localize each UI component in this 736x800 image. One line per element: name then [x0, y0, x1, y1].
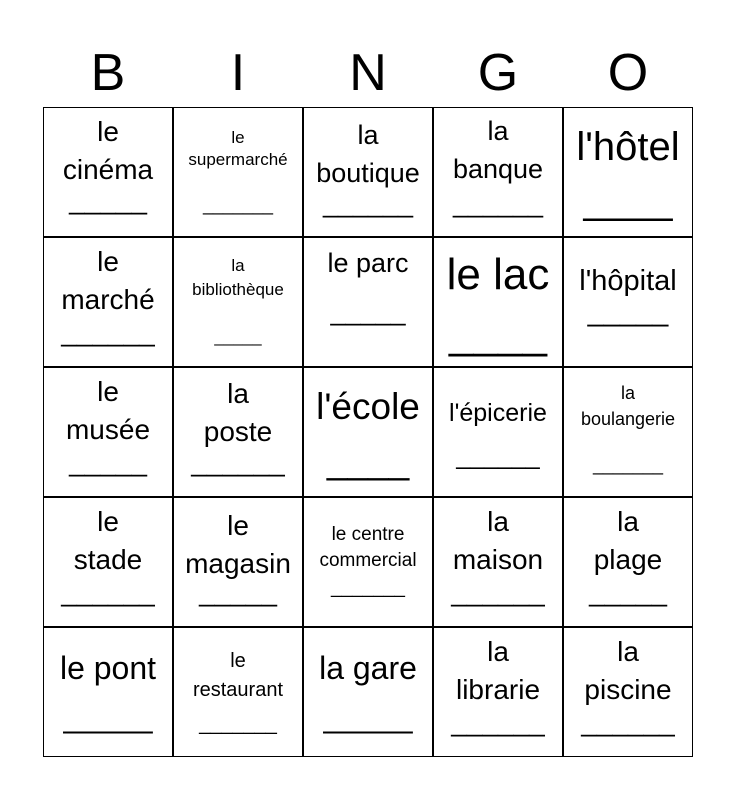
answer-blank: ______ [451, 576, 545, 607]
bingo-cell[interactable] [433, 497, 563, 627]
cell-word-line: supermarché [188, 150, 288, 169]
answer-blank: _____ [69, 184, 147, 215]
cell-word-line: la [357, 120, 379, 150]
cell-word-line: l'hôpital [579, 265, 677, 297]
answer-blank: _____ [587, 296, 669, 328]
answer-blank: _______ [331, 577, 405, 598]
bingo-cell[interactable] [173, 627, 303, 757]
cell-word-line: boulangerie [580, 409, 676, 429]
answer-blank: _______ [199, 713, 277, 735]
cell-word-line: le [230, 650, 246, 672]
cell-word-line: le [97, 246, 119, 277]
answer-blank: _____ [330, 296, 406, 326]
bingo-card [43, 107, 693, 757]
cell-word-line: cinéma [62, 154, 154, 185]
bingo-cell[interactable] [433, 627, 563, 757]
bingo-cell[interactable] [303, 107, 433, 237]
answer-blank: ______ [581, 706, 675, 737]
answer-blank: ______ [61, 316, 155, 347]
cell-word-line: maison [452, 544, 544, 575]
bingo-cell[interactable] [173, 367, 303, 497]
answer-blank: ____ [449, 309, 547, 358]
bingo-cell[interactable] [173, 237, 303, 367]
cell-word-line: magasin [185, 548, 291, 579]
cell-word-line: piscine [584, 674, 672, 705]
answer-blank: ______ [456, 442, 540, 470]
cell-word-line: restaurant [192, 679, 284, 701]
header-letter-o: O [607, 44, 649, 102]
cell-word-line: l'hôtel [576, 125, 680, 169]
cell-word-line: banque [452, 154, 544, 184]
answer-blank: _____ [214, 327, 262, 346]
bingo-cell[interactable] [173, 497, 303, 627]
bingo-cell[interactable] [173, 107, 303, 237]
cell-word-line: le [97, 116, 119, 147]
cell-word-line: le [97, 506, 119, 537]
cell-word-line: commercial [319, 550, 417, 571]
cell-word-line: la gare [319, 650, 417, 686]
answer-blank: _____ [69, 446, 147, 477]
cell-word-line: la [620, 383, 635, 403]
answer-blank: ______ [322, 188, 414, 218]
answer-blank: ______ [61, 576, 155, 607]
answer-blank: _______ [202, 195, 274, 215]
cell-word-line: le centre [331, 524, 405, 545]
cell-word-line: stade [73, 544, 143, 575]
cell-word-line: la [617, 636, 639, 667]
bingo-cell[interactable] [43, 367, 173, 497]
cell-word-line: musée [65, 414, 151, 445]
bingo-cell[interactable] [563, 237, 693, 367]
bingo-header [43, 38, 693, 108]
bingo-cell[interactable] [43, 627, 173, 757]
header-letter-i: I [230, 44, 246, 102]
cell-word-line: l'épicerie [449, 399, 547, 427]
cell-word-line: la [617, 506, 639, 537]
bingo-cell[interactable] [303, 237, 433, 367]
cell-word-line: la [487, 116, 509, 146]
cell-word-line: le lac [446, 250, 550, 299]
cell-word-line: plage [593, 544, 663, 575]
bingo-cell[interactable] [563, 367, 693, 497]
answer-blank: ______ [191, 446, 285, 477]
cell-word-line: boutique [316, 158, 420, 188]
bingo-cell[interactable] [433, 367, 563, 497]
cell-word-line: le pont [59, 650, 157, 686]
cell-word-line: poste [203, 416, 273, 447]
bingo-cell[interactable] [563, 627, 693, 757]
bingo-cell[interactable] [563, 497, 693, 627]
header-letter-n: N [349, 44, 387, 102]
answer-blank: _____ [199, 576, 277, 607]
answer-blank: _____ [589, 576, 667, 607]
cell-word-line: le parc [327, 248, 409, 278]
cell-word-line: le [231, 128, 245, 147]
bingo-cell[interactable] [303, 497, 433, 627]
answer-blank: _______ [592, 455, 664, 475]
cell-word-line: la [487, 636, 509, 667]
cell-word-line: la [227, 378, 249, 409]
bingo-cell[interactable] [43, 237, 173, 367]
bingo-cell[interactable] [43, 497, 173, 627]
cell-word-line: la [487, 506, 509, 537]
header-letter-b: B [90, 44, 126, 102]
cell-word-line: marché [61, 284, 155, 315]
cell-word-line: le [97, 376, 119, 407]
answer-blank: _____ [63, 698, 153, 734]
bingo-cell[interactable] [43, 107, 173, 237]
bingo-cell[interactable] [303, 627, 433, 757]
bingo-cell[interactable] [563, 107, 693, 237]
answer-blank: ______ [452, 188, 544, 218]
cell-word-line: le [227, 510, 249, 541]
bingo-cell[interactable] [433, 107, 563, 237]
cell-word-line: bibliothèque [192, 280, 284, 299]
answer-blank: ______ [451, 706, 545, 737]
bingo-cell[interactable] [303, 367, 433, 497]
bingo-cell[interactable] [433, 237, 563, 367]
answer-blank: ____ [583, 178, 673, 222]
cell-word-line: librarie [455, 674, 541, 705]
answer-blank: ____ [326, 440, 410, 481]
header-letter-g: G [477, 44, 519, 102]
cell-word-line: l'école [316, 386, 420, 427]
cell-word-line: la [231, 256, 245, 275]
answer-blank: _____ [323, 698, 413, 734]
